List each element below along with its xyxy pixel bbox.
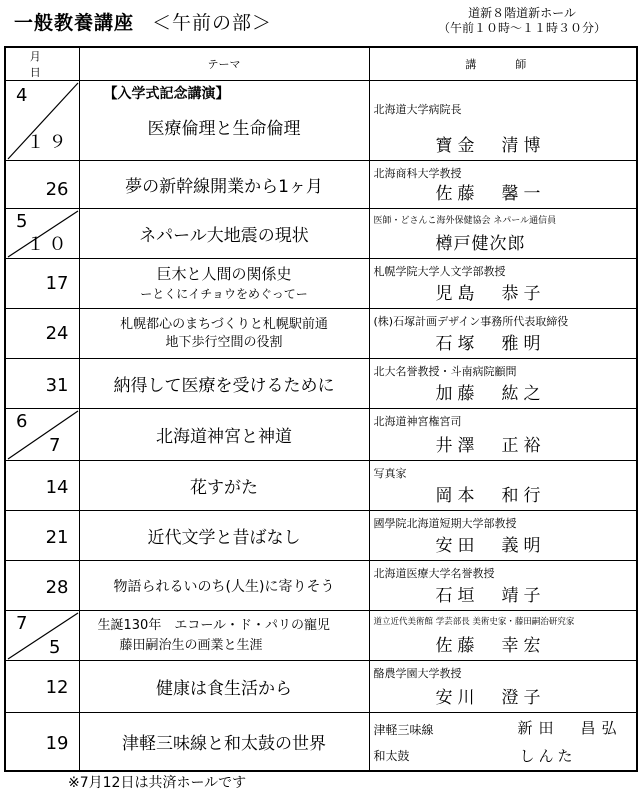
theme-cell: 花すがた <box>79 461 369 511</box>
day: 28 <box>45 577 69 598</box>
column-header-lecturer: 講 師 <box>369 47 637 81</box>
lecturer-name: 井澤 正裕 <box>435 436 546 456</box>
theme-cell: 物語られるいのち(人生)に寄りそう <box>79 561 369 611</box>
table-row <box>5 661 637 713</box>
theme-cell: ネパール大地震の現状 <box>79 209 369 259</box>
table-row <box>5 359 637 409</box>
lecturer-org: 北海商科大学教授 <box>373 167 462 180</box>
theme-cell: 健康は食生活から <box>79 661 369 713</box>
lecturer-org: 北海道大学病院長 <box>373 103 462 116</box>
date-cell <box>5 309 79 359</box>
lecturer-cell <box>369 161 637 209</box>
table-row <box>5 81 637 161</box>
day: 12 <box>45 677 69 698</box>
date-cell <box>5 511 79 561</box>
month: 6 <box>16 411 28 432</box>
table-row <box>5 309 637 359</box>
day: 17 <box>45 273 69 294</box>
lecturer-name: 安田 義明 <box>435 536 546 556</box>
column-header-date: 月 日 <box>5 47 79 81</box>
table-row <box>5 713 637 771</box>
lecturer-name: 石塚 雅明 <box>435 334 546 354</box>
lecturer-2-label: 和太鼓 <box>373 748 410 763</box>
date-cell <box>5 611 79 661</box>
lecturer-name: 佐藤 幸宏 <box>435 636 546 656</box>
month: 7 <box>16 613 28 634</box>
lecturer-cell <box>369 81 637 161</box>
lecturer-cell <box>369 259 637 309</box>
theme-cell <box>79 81 369 161</box>
theme-subtext: 地下歩行空間の役割 <box>165 334 283 350</box>
lecturer-org: 北海道神宮権宮司 <box>373 415 462 428</box>
table-row <box>5 611 637 661</box>
lecturer-2-name: しんた <box>519 746 577 765</box>
table-row <box>5 409 637 461</box>
theme-text: 巨木と人間の関係史 <box>156 265 292 283</box>
lecturer-cell <box>369 611 637 661</box>
lecturer-org: 北大名誉教授・斗南病院顧問 <box>373 365 517 378</box>
lecturer-1-label: 津軽三味線 <box>373 723 434 737</box>
theme-cell <box>79 309 369 359</box>
month: 5 <box>16 211 28 232</box>
lecturer-name: 石垣 靖子 <box>435 586 546 606</box>
day: 24 <box>45 323 69 344</box>
lecturer-org: 札幌学院大学人文学部教授 <box>373 265 506 278</box>
month: 4 <box>16 85 28 106</box>
lecturer-cell <box>369 511 637 561</box>
lecturer-name: 加藤 紘之 <box>435 384 546 404</box>
table-row <box>5 259 637 309</box>
lecturer-cell <box>369 561 637 611</box>
column-header-theme: テーマ <box>79 47 369 81</box>
lecturer-org: 医師・どさんこ海外保健協会 ネパール通信員 <box>373 216 557 226</box>
lecturer-org: (株)石塚計画デザイン事務所代表取締役 <box>373 315 569 328</box>
theme-subtext: ーとくにイチョウをめぐってー <box>140 287 308 301</box>
lecturer-name: 安川 澄子 <box>435 688 546 708</box>
date-cell <box>5 461 79 511</box>
date-cell <box>5 409 79 461</box>
lecturer-name: 寶金 清博 <box>435 136 546 156</box>
page-title <box>14 8 272 35</box>
table-row <box>5 209 637 259</box>
day: １０ <box>26 234 71 255</box>
day: 31 <box>45 375 69 396</box>
theme-cell: 近代文学と昔ばなし <box>79 511 369 561</box>
theme-cell <box>79 259 369 309</box>
table-row <box>5 511 637 561</box>
date-cell <box>5 209 79 259</box>
schedule-table <box>4 46 638 772</box>
lecturer-cell <box>369 359 637 409</box>
lecturer-name: 児島 恭子 <box>435 284 546 304</box>
table-row <box>5 161 637 209</box>
lecturer-cell <box>369 309 637 359</box>
day: 14 <box>45 477 69 498</box>
theme-text: 札幌都心のまちづくりと札幌駅前通 <box>120 316 328 332</box>
lecturer-org: 酪農学園大学教授 <box>373 667 462 680</box>
day: 7 <box>49 435 65 456</box>
venue-time: （午前１０時～１１時３０分） <box>437 21 606 35</box>
day: 21 <box>45 527 69 548</box>
theme-cell: 納得して医療を受けるために <box>79 359 369 409</box>
title-text: 一般教養講座 <box>14 12 135 34</box>
theme-cell: 北海道神宮と神道 <box>79 409 369 461</box>
theme-cell: 夢の新幹線開業から1ヶ月 <box>79 161 369 209</box>
lecturer-1-name: 新田 昌弘 <box>517 719 623 737</box>
day: 19 <box>45 732 69 754</box>
lecturer-org: 道立近代美術館 学芸部長 美術史家・藤田嗣治研究家 <box>373 617 575 627</box>
lecturer-cell <box>369 409 637 461</box>
date-cell <box>5 81 79 161</box>
lecturer-org: 写真家 <box>373 467 407 480</box>
day: １９ <box>26 132 71 153</box>
theme-text: 医療倫理と生命倫理 <box>147 119 301 139</box>
day: 26 <box>45 179 69 200</box>
lecturer-cell <box>369 661 637 713</box>
venue-info <box>438 6 606 36</box>
lecturer-name: 岡本 和行 <box>435 486 546 506</box>
table-header-row <box>5 47 637 81</box>
title-subtitle: ＜午前の部＞ <box>152 12 273 34</box>
date-cell <box>5 161 79 209</box>
lecturer-cell <box>369 461 637 511</box>
table-row <box>5 461 637 511</box>
theme-note: 【入学式記念講演】 <box>103 86 230 102</box>
venue-name: 道新８階道新ホール <box>468 6 576 20</box>
footnote: ※7月12日は共済ホールです <box>68 775 247 791</box>
theme-cell <box>79 611 369 661</box>
lecturer-org: 北海道医療大学名誉教授 <box>373 567 495 580</box>
date-cell <box>5 661 79 713</box>
lecturer-cell <box>369 713 637 771</box>
lecturer-name: 佐藤 馨一 <box>435 184 546 204</box>
theme-cell: 津軽三味線と和太鼓の世界 <box>79 713 369 771</box>
lecturer-cell <box>369 209 637 259</box>
lecturer-name: 樽戸健次郎 <box>435 234 526 254</box>
lecturer-org: 國學院北海道短期大学部教授 <box>373 517 517 530</box>
date-cell <box>5 359 79 409</box>
theme-text: 生誕130年 エコール・ド・パリの寵児 <box>97 617 331 633</box>
table-row <box>5 561 637 611</box>
date-cell <box>5 561 79 611</box>
day: 5 <box>49 637 65 658</box>
date-cell <box>5 259 79 309</box>
date-cell <box>5 713 79 771</box>
theme-subtext: 藤田嗣治生の画業と生涯 <box>119 637 263 653</box>
